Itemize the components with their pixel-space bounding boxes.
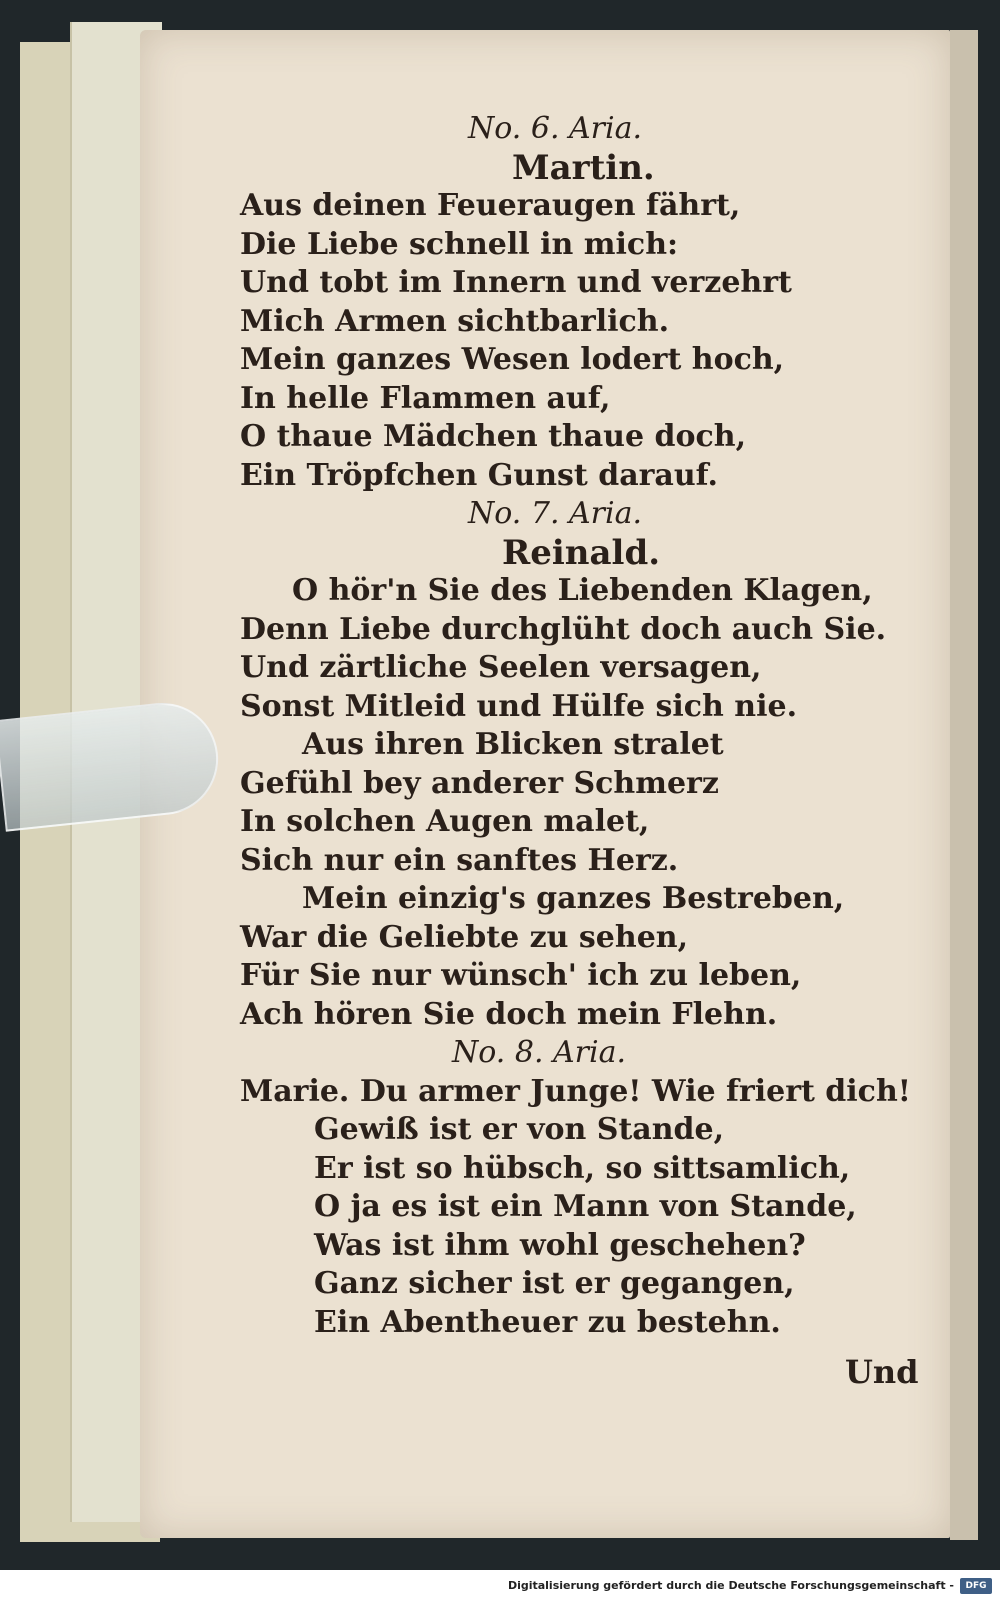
text-line: Die Liebe schnell in mich: <box>240 226 679 262</box>
text-line: Und zärtliche Seelen versagen, <box>240 650 762 685</box>
text-line: Gewiß ist er von Stande, <box>314 1112 725 1147</box>
text-line: Ach hören Sie doch mein Flehn. <box>240 996 778 1032</box>
text-line: O ja es ist ein Mann von Stande, <box>314 1189 857 1224</box>
text-line: Ein Tröpfchen Gunst darauf. <box>240 457 718 493</box>
text-line: No. 8. Aria. <box>452 1035 627 1070</box>
text-line: Sich nur ein sanftes Herz. <box>240 842 679 878</box>
text-line: Und tobt im Innern und verzehrt <box>240 265 792 300</box>
text-line: Sonst Mitleid und Hülfe sich nie. <box>240 688 798 724</box>
text-line: Mich Armen sichtbarlich. <box>240 303 670 339</box>
aria-text-block <box>240 110 911 1342</box>
text-line: Reinald. <box>502 532 661 573</box>
text-line: No. 7. Aria. <box>468 496 643 531</box>
text-line: Was ist ihm wohl geschehen? <box>314 1227 806 1263</box>
footer-bar <box>0 1570 1000 1604</box>
page-edge <box>950 30 978 1540</box>
text-line: In solchen Augen malet, <box>240 804 650 839</box>
text-line: Für Sie nur wünsch' ich zu leben, <box>240 958 802 993</box>
text-line: Er ist so hübsch, so sittsamlich, <box>314 1150 851 1186</box>
text-line: Ein Abentheuer zu bestehn. <box>314 1304 781 1340</box>
footer-credit: Digitalisierung gefördert durch die Deutsche Forschungsgemeinschaft - <box>507 1579 954 1592</box>
text-line: Mein einzig's ganzes Bestreben, <box>302 881 845 916</box>
text-line: No. 6. Aria. <box>468 111 643 146</box>
text-line: War die Geliebte zu sehen, <box>240 919 689 955</box>
text-line: In helle Flammen auf, <box>240 380 611 416</box>
text-line: Mein ganzes Wesen lodert hoch, <box>240 342 785 377</box>
text-line: Martin. <box>512 147 655 188</box>
text-line: Gefühl bey anderer Schmerz <box>240 765 719 801</box>
text-line: O hör'n Sie des Liebenden Klagen, <box>292 573 873 608</box>
text-line: Aus ihren Blicken stralet <box>302 727 724 762</box>
text-line: Aus deinen Feueraugen fährt, <box>240 188 741 223</box>
dfg-logo-icon: DFG <box>960 1578 992 1594</box>
text-line: O thaue Mädchen thaue doch, <box>240 419 747 454</box>
text-line: Ganz sicher ist er gegangen, <box>314 1266 795 1301</box>
text-line: Denn Liebe durchglüht doch auch Sie. <box>240 611 887 647</box>
catchword: Und <box>845 1353 919 1391</box>
text-line: Marie. Du armer Junge! Wie friert dich! <box>240 1073 911 1109</box>
